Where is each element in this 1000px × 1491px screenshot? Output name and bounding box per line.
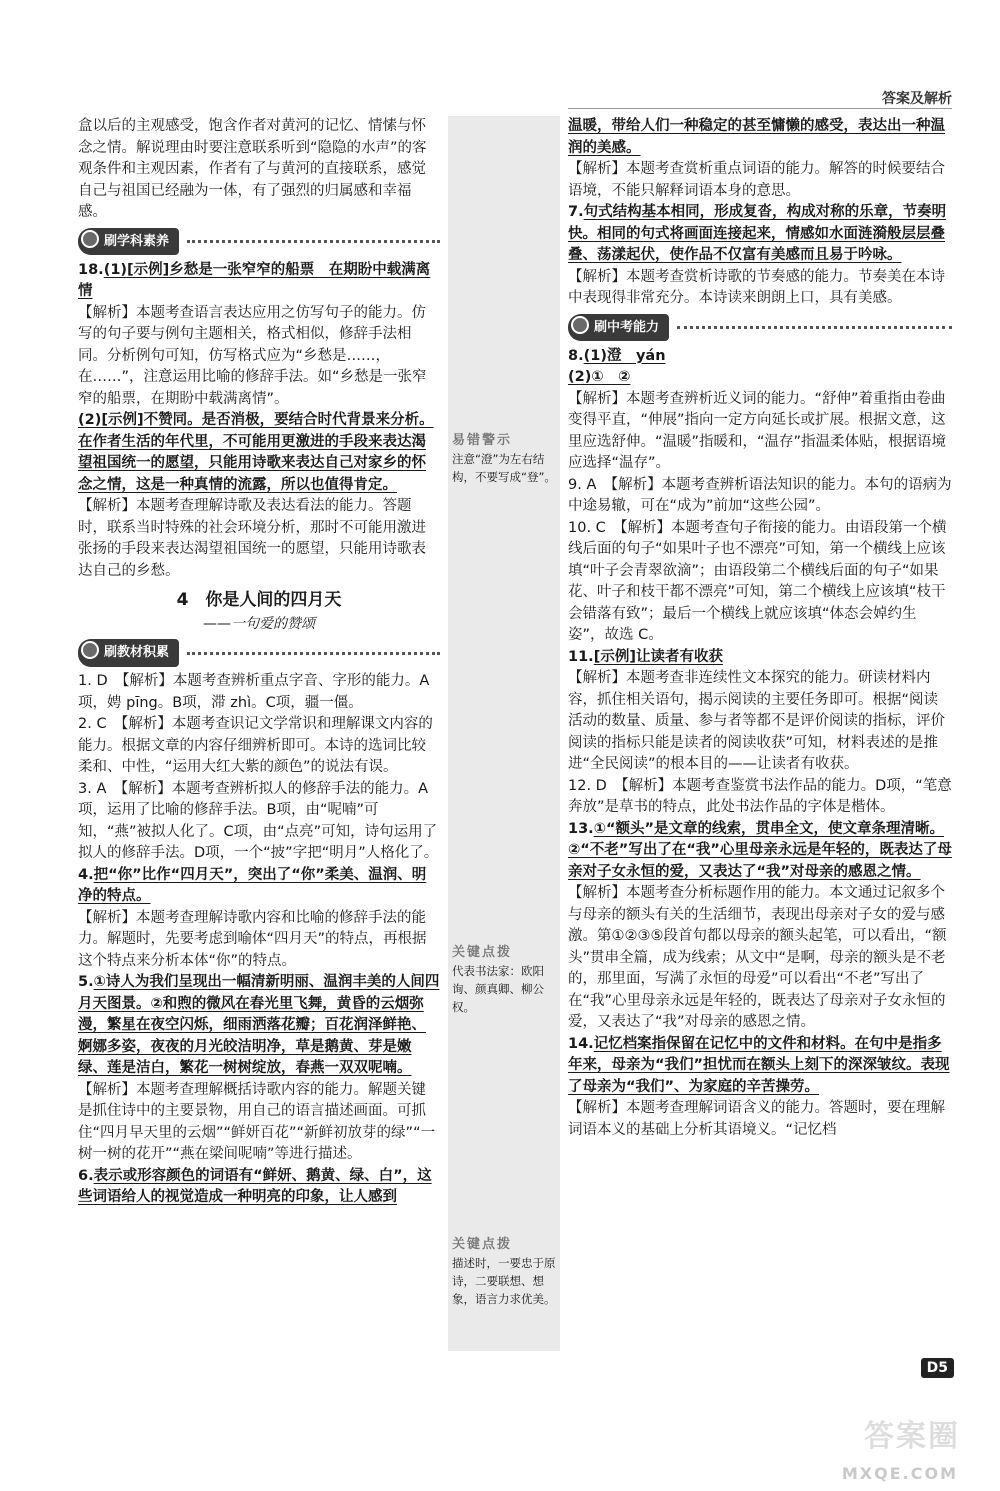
tip-box-3 (452, 1236, 560, 1308)
right-column (568, 116, 952, 1141)
section-title: 刷中考能力 (568, 314, 669, 342)
q18-answer-2: (2)[示例]不赞同。是否消极，要结合时代背景来分析。在作者生活的年代里，不可能用更激进的手段来表达渴望祖国统一的愿望，只能用诗歌来表达自己对家乡的怀念之情，这是一种真情的流露，所以也值得肯定。 (78, 412, 434, 493)
q14-explain: 【解析】本题考查理解词语含义的能力。答题时，要在理解词语本义的基础上分析其语境义。“记忆档 (568, 1100, 945, 1138)
q5-text: ①诗人为我们呈现出一幅清新明丽、温润丰美的人间四月天图景。②和煦的微风在春光里飞舞，黄昏的云烟弥漫，繁星在夜空闪烁，细雨洒落花瓣；百花润泽鲜艳、婀娜多姿，夜夜的月光皎洁明净，草是鹅黄、芽是嫩绿、莲是洁白，繁花一树树绽放，春燕一双双呢喃。 (78, 974, 440, 1076)
q6-explain: 【解析】本题考查赏析重点词语的能力。解答的时候要结合语境，不能只解释词语本身的意思。 (568, 161, 945, 199)
left-column (78, 116, 440, 1209)
tip-box-2 (452, 944, 560, 1016)
intro-text: 盒以后的主观感受，饱含作者对黄河的记忆、情愫与怀念之情。解说理由时要注意联系听到“隐隐的水声”的客观条件和主观因素，作者有了与黄河的直接联系，感觉自己与祖国已经融为一体，有了强烈的归属感和幸福感。 (78, 118, 427, 220)
q3-answer: 3. A 【解析】本题考查辨析拟人的修辞手法的能力。A项，运用了比喻的修辞手法。B项，由“呢喃”可知，“燕”被拟人化了。C项，由“点亮”可知，诗句运用了拟人的修辞手法。D项，一个“披”字把“明月”人格化了。 (78, 780, 439, 861)
q12-answer: 12. D 【解析】本题考查鉴赏书法作品的能力。D项，“笔意奔放”是草书的特点，此处书法作品的字体是楷体。 (568, 777, 952, 815)
tip-title: 关键点拨 (452, 1237, 513, 1252)
tip-title: 关键点拨 (452, 945, 513, 960)
q18-a1: (1)[示例]乡愁是一张窄窄的船票 在期盼中载满离情 (78, 261, 431, 299)
q6-text: 表示或形容颜色的词语有“鲜妍、鹅黄、绿、白”，这些词语给人的视觉造成一种明亮的印象，让人感到 (78, 1167, 432, 1205)
q13-text: ①“额头”是文章的线索，贯串全文，使文章条理清晰。②“不老”写出了在“我”心里母亲永远是年轻的，既表达了母亲对子女永恒的爱，又表达了“我”对母亲的感恩之情。 (568, 820, 952, 880)
q13-answer (568, 819, 952, 884)
q18-number: 18. (78, 261, 104, 278)
q18-explain-1: 【解析】本题考查语言表达应用之仿写句子的能力。仿写的句子要与例句主题相关，格式相似，修辞手法相同。分析例句可知，仿写格式应为“乡愁是……，在……”，注意运用比喻的修辞手法。如“乡愁是一张窄窄的船票，在期盼中载满离情”。 (78, 304, 427, 407)
margin-notes-strip (448, 116, 560, 1351)
lesson-title: 4 你是人间的四月天 (176, 590, 342, 610)
q7-text: 句式结构基本相同，形成复沓，构成对称的乐章，节奏明快。相同的句式将画面连接起来，情感如水面涟漪般层层叠叠、荡漾起伏，使作品不仅富有美感而且易于吟咏。 (568, 204, 947, 263)
page-number: D5 (921, 1358, 954, 1378)
q8-answer-1 (568, 346, 952, 368)
q7-number: 7. (568, 204, 584, 220)
q11-number: 11. (568, 648, 594, 665)
tip-title: 易错警示 (452, 433, 513, 448)
watermark-logo: 答案圈 (864, 1419, 960, 1454)
q8-explain: 【解析】本题考查辨析近义词的能力。“舒伸”着重指由卷曲变得平直，“伸展”指向一定方向延长或扩展。根据文意，这里应选舒伸。“温暖”指暖和，“温存”指温柔体贴，根据语境应选择“温存”。 (568, 390, 947, 471)
q8-answer-2: (2)① ② (568, 369, 631, 385)
watermark-url: MXQE.COM (841, 1464, 958, 1483)
section-title: 刷学科素养 (78, 228, 179, 256)
section-banner-1 (78, 228, 440, 256)
q11-text: [示例]让读者有收获 (593, 648, 723, 665)
q5-answer (78, 972, 440, 1080)
section-banner-2 (78, 639, 440, 667)
q11-explain: 【解析】本题考查非连续性文本探究的能力。研读材料内容，抓住相关语句，揭示阅读的主要任务即可。根据“阅读活动的数量、质量、参与者等都不是评价阅读的指标，评价阅读的指标只能是读者的阅读收获”可知，材料表述的是推进“全民阅读”的根本目的——让读者有收获。 (568, 670, 945, 772)
q6-continued: 温暖，带给人们一种稳定的甚至慵懒的感受，表达出一种温润的美感。 (568, 118, 945, 156)
q4-answer (78, 865, 440, 908)
q5-explain: 【解析】本题考查理解概括诗歌内容的能力。解题关键是抓住诗中的主要景物，用自己的语言描述画面。可抓住“四月早天里的云烟”“鲜妍百花”“新鲜初放芽的绿”“一树一树的花开”“燕在梁间呢喃”等进行描述。 (78, 1081, 436, 1162)
q8-number: 8. (568, 347, 584, 364)
q18-answer-1 (78, 260, 440, 303)
dotted-divider (677, 326, 952, 329)
q6-answer (78, 1166, 440, 1209)
header-rule (568, 108, 952, 109)
q13-number: 13. (568, 820, 594, 837)
q7-answer (568, 202, 952, 267)
tip-text: 代表书法家：欧阳询、颜真卿、柳公权。 (452, 964, 544, 1014)
q8-a1: (1)澄 yán (583, 347, 666, 364)
tip-text: 注意“澄”为左右结构，不要写成“登”。 (452, 452, 556, 484)
q14-answer (568, 1034, 952, 1099)
q6-number: 6. (78, 1167, 94, 1184)
q4-explain: 【解析】本题考查理解诗歌内容和比喻的修辞手法的能力。解题时，先要考虑到喻体“四月天”的特点，再根据这个特点来分析本体“你”的特点。 (78, 909, 427, 969)
q14-text: 记忆档案指保留在记忆中的文件和材料。在句中是指多年来，母亲为“我们”担忧而在额头上刻下的深深皱纹。表现了母亲为“我们”、为家庭的辛苦操劳。 (568, 1035, 950, 1095)
lesson-subtitle: ——一句爱的赞颂 (203, 615, 315, 632)
q1-answer: 1. D 【解析】本题考查辨析重点字音、字形的能力。A项，娉 pīng。B项，滞 zhì。C项，疆一僵。 (78, 673, 430, 711)
dotted-divider (187, 652, 440, 655)
q4-number: 4. (78, 866, 94, 883)
q2-answer: 2. C 【解析】本题考查识记文学常识和理解课文内容的能力。根据文章的内容仔细辨析即可。本诗的选词比较柔和、中性，“运用大红大紫的颜色”的说法有误。 (78, 716, 433, 775)
q10-answer: 10. C 【解析】本题考查句子衔接的能力。由语段第一个横线后面的句子“如果叶子也不漂亮”可知，第一个横线上应该填“叶子会青翠欲滴”；由语段第二个横线后面的句子“如果花、叶子和枝干都不漂亮”可知，第二个横线上应该填“枝干会错落有致”；最后一个横线上就应该填“体态会婥约生姿”，故选 C。 (568, 519, 947, 643)
section-title: 刷教材积累 (78, 639, 179, 667)
tip-box-1 (452, 432, 560, 486)
header-title: 答案及解析 (882, 91, 952, 107)
q18-explain-2: 【解析】本题考查理解诗歌及表达看法的能力。答题时，联系当时特殊的社会环境分析，那时不可能用激进张扬的手段来表达渴望祖国统一的愿望，只能用诗歌表达自己的乡愁。 (78, 498, 426, 579)
q5-number: 5. (78, 974, 94, 990)
q7-explain: 【解析】本题考查赏析诗歌的节奏感的能力。节奏美在本诗中表现得非常充分。本诗读来朗朗上口，具有美感。 (568, 268, 945, 306)
q9-answer: 9. A 【解析】本题考查辨析语法知识的能力。本句的语病为中途易辙，可在“成为”前加“这些公园”。 (568, 476, 952, 514)
q13-explain: 【解析】本题考查分析标题作用的能力。本文通过记叙多个与母亲的额头有关的生活细节，表现出母亲对子女的爱与感激。第①②③⑤段首句都以母亲的额头起笔，可以看出，“额头”贯串全篇，成为线索；从文中“是啊，母亲的额头是不老的，那里面，写满了永恒的母爱”可以看出“不老”写出了在“我”心里母亲永远是年轻的，既表达了母亲对子女永恒的爱，又表达了“我”对母亲的感恩之情。 (568, 885, 947, 1030)
q4-text: 把“你”比作“四月天”，突出了“你”柔美、温润、明净的特点。 (78, 866, 427, 904)
q14-number: 14. (568, 1035, 594, 1052)
tip-text: 描述时，一要忠于原诗，二要联想、想象，语言力求优美。 (452, 1256, 556, 1306)
q11-answer (568, 647, 952, 669)
dotted-divider (187, 240, 440, 243)
section-banner-3 (568, 314, 952, 342)
